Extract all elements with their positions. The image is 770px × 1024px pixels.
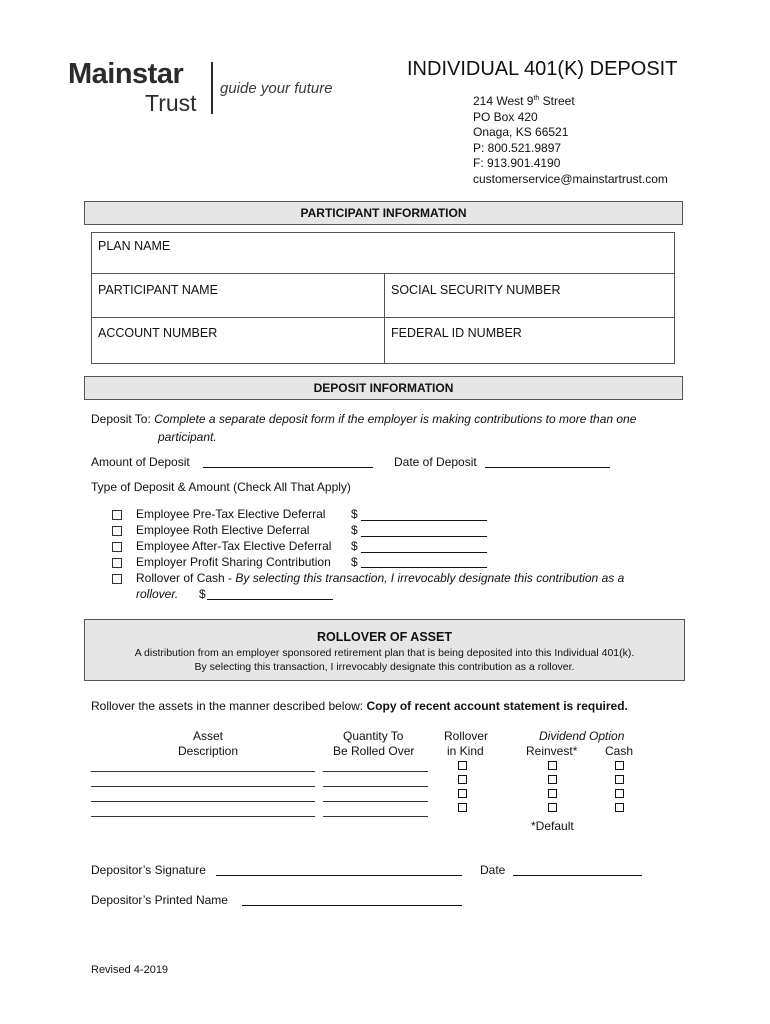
rollover-in-kind-checkbox[interactable] <box>458 803 467 812</box>
rollover-asset-desc2: By selecting this transaction, I irrevocably designate this contribution as a rollover. <box>194 661 575 673</box>
signature-date-input[interactable] <box>513 875 642 876</box>
ssn-label: SOCIAL SECURITY NUMBER <box>391 283 561 297</box>
deposit-type-roth: Employee Roth Elective Deferral <box>136 523 310 537</box>
asset-description-input[interactable] <box>91 771 315 772</box>
asset-quantity-input[interactable] <box>323 801 428 802</box>
dollar-sign: $ <box>351 555 358 569</box>
amount-profit-sharing-input[interactable] <box>361 567 487 568</box>
deposit-type-profit-sharing: Employer Profit Sharing Contribution <box>136 555 331 569</box>
asset-description-input[interactable] <box>91 816 315 817</box>
rollover-asset-section <box>84 619 685 681</box>
account-number-label: ACCOUNT NUMBER <box>98 326 218 340</box>
signature-date-label: Date <box>480 863 506 877</box>
deposit-to-note: Complete a separate deposit form if the employer is making contributions to more than one <box>154 412 637 426</box>
amount-rollover-cash-input[interactable] <box>207 599 333 600</box>
rollover-asset-desc1: A distribution from an employer sponsored retirement plan that is being deposited into this Individual 401(k). <box>134 647 635 659</box>
participant-name-label: PARTICIPANT NAME <box>98 283 218 297</box>
dollar-sign: $ <box>351 523 358 537</box>
rollover-asset-heading: ROLLOVER OF ASSET <box>317 630 452 644</box>
logo-wordmark-sub: Trust <box>145 90 197 116</box>
address-phone: P: 800.521.9897 <box>473 140 562 155</box>
asset-quantity-input[interactable] <box>323 771 428 772</box>
logo-divider <box>211 62 213 114</box>
logo-tagline: guide your future <box>220 80 333 97</box>
rollover-cash-note: By selecting this transaction, I irrevocably designate this contribution as a <box>235 571 625 585</box>
asset-quantity-input[interactable] <box>323 816 428 817</box>
deposit-to-label: Deposit To: <box>91 412 151 426</box>
depositor-printed-name-label: Depositor’s Printed Name <box>91 893 228 907</box>
rollover-cash-note-cont: rollover. <box>136 587 179 601</box>
deposit-info-heading: DEPOSIT INFORMATION <box>84 376 683 400</box>
rollover-cash-label: Rollover of Cash - <box>136 571 236 585</box>
col-reinvest-header: Reinvest* <box>526 744 578 758</box>
amount-aftertax-input[interactable] <box>361 552 487 553</box>
deposit-type-pretax: Employee Pre-Tax Elective Deferral <box>136 507 326 521</box>
reinvest-checkbox[interactable] <box>548 775 557 784</box>
checkbox-roth[interactable] <box>112 526 122 536</box>
col-asset-header: Asset <box>192 729 223 743</box>
col-kind-header: Rollover <box>444 729 489 743</box>
depositor-signature-label: Depositor’s Signature <box>91 863 206 877</box>
asset-description-input[interactable] <box>91 786 315 787</box>
rollover-in-kind-checkbox[interactable] <box>458 775 467 784</box>
cash-checkbox[interactable] <box>615 775 624 784</box>
checkbox-rollover-cash[interactable] <box>112 574 122 584</box>
col-qty-header: Quantity To <box>343 729 404 743</box>
address-street: 214 West 9th Street <box>473 94 575 108</box>
plan-name-label: PLAN NAME <box>98 239 171 253</box>
cash-checkbox[interactable] <box>615 803 624 812</box>
address-city: Onaga, KS 66521 <box>473 125 569 139</box>
amount-of-deposit-label: Amount of Deposit <box>91 455 190 469</box>
reinvest-checkbox[interactable] <box>548 803 557 812</box>
reinvest-checkbox[interactable] <box>548 789 557 798</box>
address-block <box>473 91 668 187</box>
checkbox-aftertax[interactable] <box>112 542 122 552</box>
deposit-type-rollover-cash <box>136 571 624 585</box>
cash-checkbox[interactable] <box>615 761 624 770</box>
participant-name-field[interactable] <box>91 273 385 318</box>
logo-wordmark: Mainstar <box>68 58 184 90</box>
rollover-in-kind-checkbox[interactable] <box>458 789 467 798</box>
cash-checkbox[interactable] <box>615 789 624 798</box>
col-cash-header: Cash <box>605 744 634 758</box>
col-kind-header-2: in Kind <box>447 744 484 758</box>
dollar-sign: $ <box>351 539 358 553</box>
address-po: PO Box 420 <box>473 109 538 124</box>
asset-description-input[interactable] <box>91 801 315 802</box>
rollover-in-kind-checkbox[interactable] <box>458 761 467 770</box>
form-title: INDIVIDUAL 401(K) DEPOSIT <box>407 58 678 80</box>
checkbox-profit-sharing[interactable] <box>112 558 122 568</box>
date-of-deposit-input[interactable] <box>485 467 610 468</box>
dollar-sign: $ <box>199 587 206 601</box>
deposit-to-note-cont: participant. <box>158 430 217 444</box>
amount-of-deposit-input[interactable] <box>203 467 373 468</box>
plan-name-field[interactable] <box>91 232 675 274</box>
date-of-deposit-label: Date of Deposit <box>394 455 477 469</box>
col-dividend-header: Dividend Option <box>539 729 625 743</box>
reinvest-checkbox[interactable] <box>548 761 557 770</box>
depositor-signature-input[interactable] <box>216 875 462 876</box>
address-email: customerservice@mainstartrust.com <box>473 171 668 186</box>
deposit-type-aftertax: Employee After-Tax Elective Deferral <box>136 539 332 553</box>
rollover-instruction-text: Rollover the assets in the manner described below: <box>91 699 364 713</box>
deposit-to-text <box>91 412 636 426</box>
col-asset-header-2: Description <box>178 744 239 758</box>
col-qty-header-2: Be Rolled Over <box>333 744 415 758</box>
depositor-printed-name-input[interactable] <box>242 905 462 906</box>
type-of-deposit-label: Type of Deposit & Amount (Check All That Apply) <box>91 480 351 494</box>
checkbox-pretax[interactable] <box>112 510 122 520</box>
revision-date: Revised 4-2019 <box>91 964 169 976</box>
dollar-sign: $ <box>351 507 358 521</box>
federal-id-field[interactable] <box>384 317 675 364</box>
amount-roth-input[interactable] <box>361 536 487 537</box>
rollover-instruction <box>91 699 628 713</box>
account-number-field[interactable] <box>91 317 385 364</box>
asset-quantity-input[interactable] <box>323 786 428 787</box>
rollover-instruction-required: Copy of recent account statement is required. <box>366 699 628 713</box>
federal-id-label: FEDERAL ID NUMBER <box>391 326 522 340</box>
participant-info-heading: PARTICIPANT INFORMATION <box>84 201 683 225</box>
default-note: *Default <box>531 819 574 833</box>
address-fax: F: 913.901.4190 <box>473 156 561 170</box>
ssn-field[interactable] <box>384 273 675 318</box>
amount-pretax-input[interactable] <box>361 520 487 521</box>
